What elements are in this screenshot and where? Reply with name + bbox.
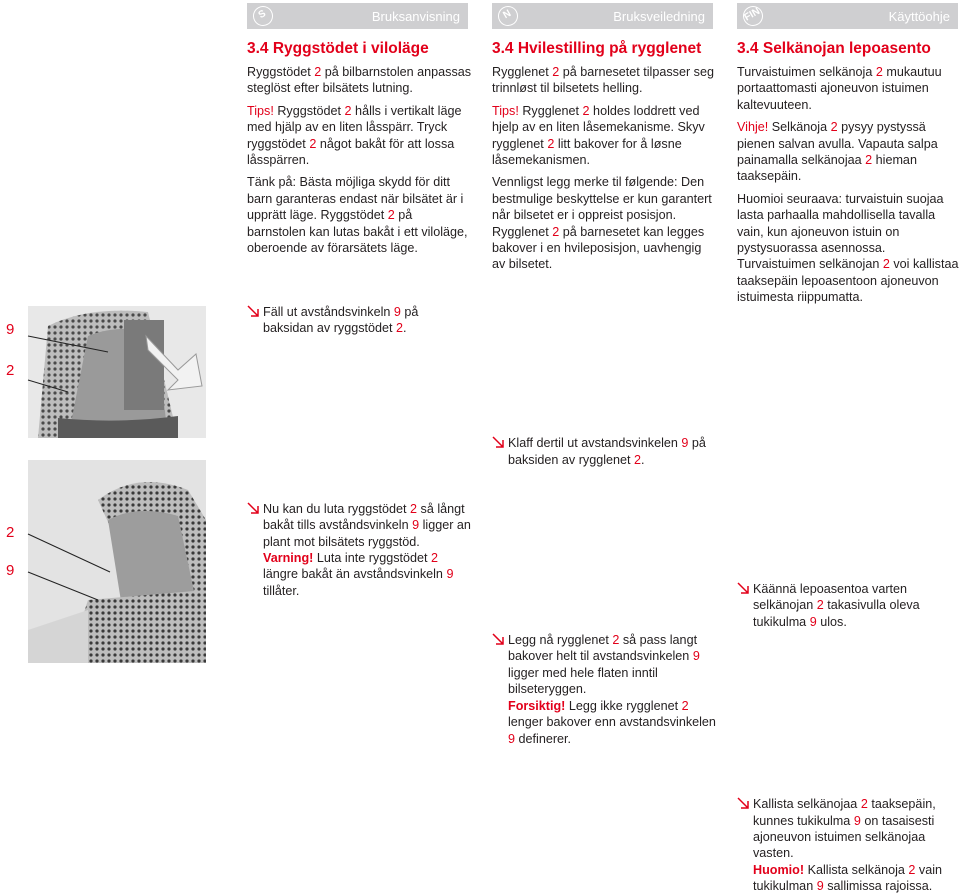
- step-arrow-icon: [492, 633, 504, 645]
- tab-label: Bruksveiledning: [613, 9, 705, 24]
- seat-illustration-icon: [28, 460, 206, 663]
- language-badge-icon: N: [494, 2, 521, 29]
- figure-seat-back-angle: [28, 306, 206, 438]
- step-recline: [247, 501, 472, 599]
- paragraph-note: Huomioi seuraava: turvaistuin suojaa lasta parhaalla mahdollisella tavalla vain, kun ajoneuvon istuin on pystysuorassa asennossa. Turvaistuimen selkänojan 2 voi kallistaa taaksepäin lepoasentoon ajoneuvon istuimesta riippumatta.: [737, 191, 959, 305]
- section-heading: 3.4 Hvilestilling på rygglenet: [492, 40, 702, 57]
- tab-finnish: [737, 3, 958, 29]
- warning-lead: Huomio!: [753, 862, 805, 877]
- step-arrow-icon: [247, 305, 259, 317]
- tips-text: Selkänoja 2 pysyy pystyssä pienen salvan avulla. Vapauta salpa painamalla selkänojaa 2 hieman taaksepäin.: [737, 120, 938, 184]
- column-swedish: [247, 39, 472, 262]
- paragraph-note: Tänk på: Bästa möjliga skydd för ditt barn garanteras endast när bilsätet är i upprätt läge. Ryggstödet 2 på barnstolen kan lutas bakåt i ett viloläge, oberoende av förarsätets läge.: [247, 175, 468, 256]
- step-text: Legg nå rygglenet 2 så pass langt bakover helt til avstandsvinkelen 9 ligger med hele flaten inntil bilseteryggen.: [508, 633, 700, 697]
- step-fold-out: [247, 304, 472, 337]
- callout-9: 9: [6, 562, 15, 579]
- step-text: Fäll ut avståndsvinkeln 9 på baksidan av ryggstödet 2.: [263, 305, 419, 336]
- step-recline: [737, 796, 959, 894]
- tab-swedish: [247, 3, 468, 29]
- step-arrow-icon: [247, 502, 259, 514]
- step-text: Klaff dertil ut avstandsvinkelen 9 på baksiden av rygglenet 2.: [508, 436, 706, 467]
- figure-seat-reclined: [28, 460, 206, 663]
- callout-9: 9: [6, 321, 15, 338]
- tab-label: Bruksanvisning: [371, 9, 460, 24]
- step-arrow-icon: [492, 436, 504, 448]
- step-text: Käännä lepoasentoa varten selkänojan 2 takasivulla oleva tukikulma 9 ulos.: [753, 581, 920, 629]
- paragraph-intro: Turvaistuimen selkänoja 2 mukautuu portaattomasti ajoneuvon istuimen kaltevuuteen.: [737, 65, 942, 112]
- step-text: Kallista selkänojaa 2 taaksepäin, kunnes tukikulma 9 on tasaisesti ajoneuvon istuimen selkänojaa vasten.: [753, 797, 936, 861]
- section-heading: 3.4 Ryggstödet i viloläge: [247, 40, 429, 57]
- warning-lead: Varning!: [263, 551, 314, 566]
- tips-text: Ryggstödet 2 hålls i vertikalt läge med hjälp av en liten låsspärr. Tryck ryggstödet 2 något bakåt för att lossa låsspärren.: [247, 103, 462, 168]
- column-norwegian: [492, 39, 717, 279]
- callout-2: 2: [6, 524, 15, 541]
- language-badge-icon: S: [249, 2, 276, 29]
- paragraph-tips: [247, 103, 472, 169]
- callout-2: 2: [6, 362, 15, 379]
- section-heading: 3.4 Selkänojan lepoasento: [737, 40, 931, 57]
- tips-text: Rygglenet 2 holdes loddrett ved hjelp av en liten låsemekanisme. Skyv rygglenet 2 litt bakover for å løsne låsemekanismen.: [492, 103, 705, 168]
- paragraph-note: Vennligst legg merke til følgende: Den bestmulige beskyttelse er kun garantert når bilsetet er i oppreist posisjon. Rygglenet 2 på barnesetet kan legges bakover i en hvileposisjon, uavhengig av bilsetet.: [492, 175, 712, 272]
- step-fold-out: [492, 435, 717, 468]
- step-text: Nu kan du luta ryggstödet 2 så långt bakåt tills avståndsvinkeln 9 ligger an plant mot bilsätets ryggstöd.: [263, 501, 471, 549]
- column-finnish: [737, 39, 959, 312]
- tips-lead: Tips!: [247, 103, 274, 118]
- warning-lead: Forsiktig!: [508, 698, 566, 713]
- tab-label: Käyttöohje: [888, 9, 950, 24]
- step-fold-out: [737, 581, 959, 630]
- warning-text: Legg ikke rygglenet 2 lenger bakover enn avstandsvinkelen 9 definerer.: [508, 698, 716, 746]
- paragraph-tips: [737, 119, 959, 185]
- seat-illustration-icon: [28, 306, 206, 438]
- warning-text: Kallista selkänoja 2 vain tukikulman 9 sallimissa rajoissa.: [753, 862, 943, 894]
- step-arrow-icon: [737, 582, 749, 594]
- paragraph-intro: Ryggstödet 2 på bilbarnstolen anpassas steglöst efter bilsätets lutning.: [247, 65, 472, 96]
- language-badge-icon: FIN: [739, 2, 766, 29]
- paragraph-tips: [492, 103, 717, 169]
- tips-lead: Tips!: [492, 103, 519, 118]
- tips-lead: Vihje!: [737, 120, 769, 135]
- tab-norwegian: [492, 3, 713, 29]
- step-arrow-icon: [737, 797, 749, 809]
- paragraph-intro: Rygglenet 2 på barnesetet tilpasser seg trinnløst til bilsetets helling.: [492, 65, 714, 96]
- warning-text: Luta inte ryggstödet 2 längre bakåt än avståndsvinkeln 9 tillåter.: [263, 551, 454, 598]
- step-recline: [492, 632, 717, 747]
